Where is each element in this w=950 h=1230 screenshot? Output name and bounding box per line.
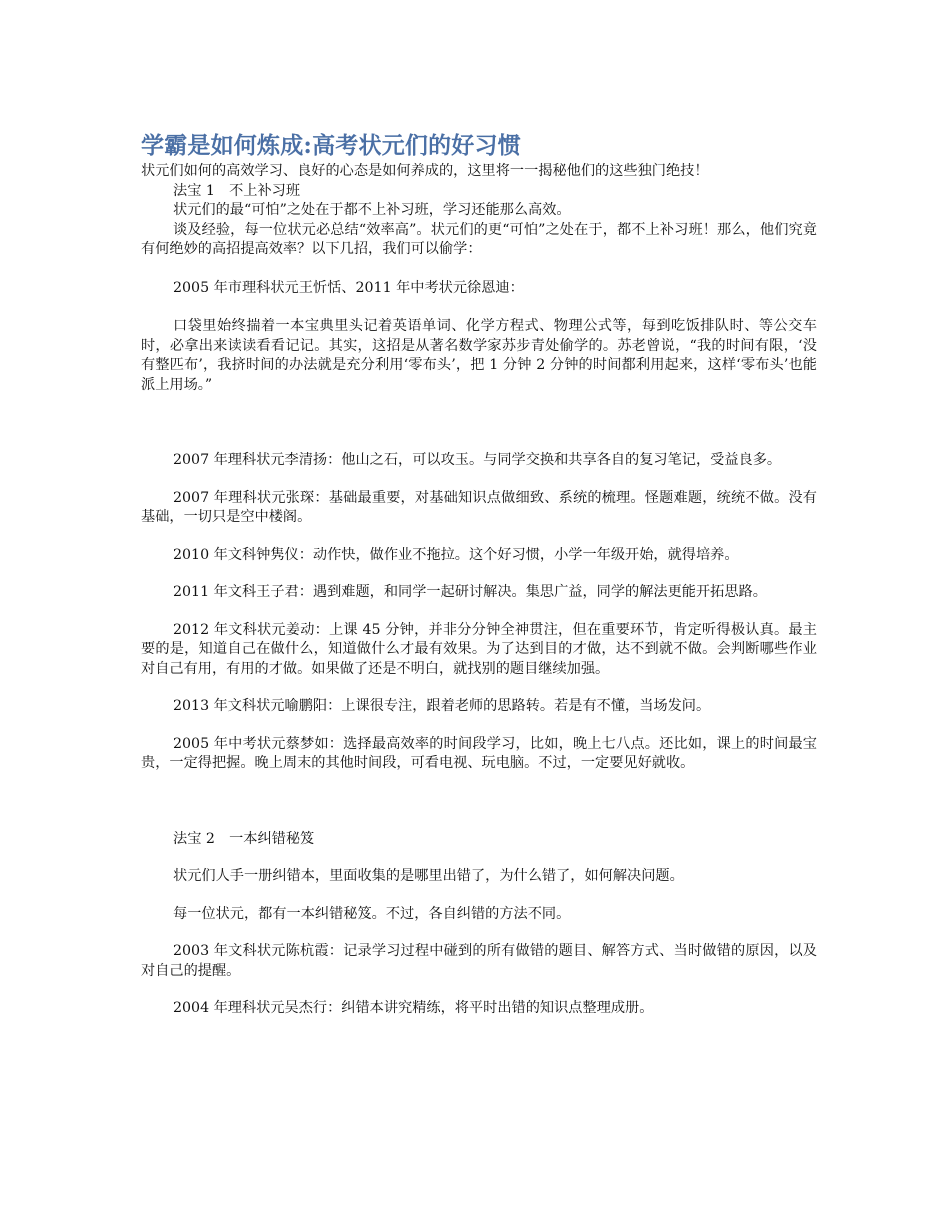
section2-heading: 法宝 2 一本纠错秘笈 <box>173 830 315 847</box>
item-2003-chen: 2003 年文科状元陈杭霞：记录学习过程中碰到的所有做错的题目、解答方式、当时做错的原因，以及对自己的提醒。 <box>141 943 817 979</box>
item-2005-wang-heading: 2005 年市理科状元王忻恬、2011 年中考状元徐恩迪： <box>173 279 524 296</box>
item-2013-yu: 2013 年文科状元喻鹏阳：上课很专注，跟着老师的思路转。若是有不懂，当场发问。 <box>173 698 711 714</box>
section1-paragraph-2: 谈及经验，每一位状元必总结“效率高”。状元们的更“可怕”之处在于，都不上补习班！那么，他们究竟有何绝妙的高招提高效率？以下几招，我们可以偷学： <box>141 221 817 257</box>
item-2011-wang: 2011 年文科王子君：遇到难题，和同学一起研讨解决。集思广益，同学的解法更能开拓思路。 <box>173 584 767 600</box>
document-body <box>141 130 817 1019</box>
item-2007-zhang: 2007 年理科状元张琛：基础最重要，对基础知识点做细致、系统的梳理。怪题难题，统统不做。没有基础，一切只是空中楼阁。 <box>141 489 817 525</box>
section1-heading: 法宝 1 不上补习班 <box>173 182 301 199</box>
section1-paragraph-1: 状元们的最“可怕”之处在于都不上补习班，学习还能那么高效。 <box>173 202 571 218</box>
page-title: 学霸是如何炼成:高考状元们的好习惯 <box>141 132 521 159</box>
item-2007-li: 2007 年理科状元李清扬：他山之石，可以攻玉。与同学交换和共享各自的复习笔记，受益良多。 <box>173 452 782 468</box>
item-2010-zhong: 2010 年文科钟隽仪：动作快，做作业不拖拉。这个好习惯，小学一年级开始，就得培养。 <box>173 546 739 563</box>
section2-paragraph-2: 每一位状元，都有一本纠错秘笈。不过，各自纠错的方法不同。 <box>173 905 571 922</box>
section2-paragraph-1: 状元们人手一册纠错本，里面收集的是哪里出错了，为什么错了，如何解决问题。 <box>173 868 684 884</box>
intro-paragraph: 状元们如何的高效学习、良好的心态是如何养成的，这里将一一揭秘他们的这些独门绝技！ <box>141 163 709 179</box>
item-2005-cai: 2005 年中考状元蔡梦如：选择最高效率的时间段学习，比如，晚上七八点。还比如，课上的时间最宝贵，一定得把握。晚上周末的其他时间段，可看电视、玩电脑。不过，一定要见好就收。 <box>141 735 817 771</box>
item-2004-wu: 2004 年理科状元吴杰行：纠错本讲究精练，将平时出错的知识点整理成册。 <box>173 1000 654 1016</box>
item-2005-wang-text: 口袋里始终揣着一本宝典里头记着英语单词、化学方程式、物理公式等，每到吃饭排队时、等公交车时，必拿出来读读看看记记。其实，这招是从著名数学家苏步青处偷学的。苏老曾说，“我的时间有限，‘没有整匹布’，我挤时间的办法就是充分利用‘零布头’，把 1 分钟 2 分钟的时间都利用起来，这样‘零布头’也能派上用场。” <box>141 318 817 393</box>
item-2012-jiang: 2012 年文科状元姜动：上课 45 分钟，并非分分钟全神贯注，但在重要环节，肯定听得极认真。最主要的是，知道自己在做什么，知道做什么才最有效果。为了达到目的才做，达不到就不做。会判断哪些作业对自己有用，有用的才做。如果做了还是不明白，就找别的题目继续加强。 <box>141 621 817 677</box>
